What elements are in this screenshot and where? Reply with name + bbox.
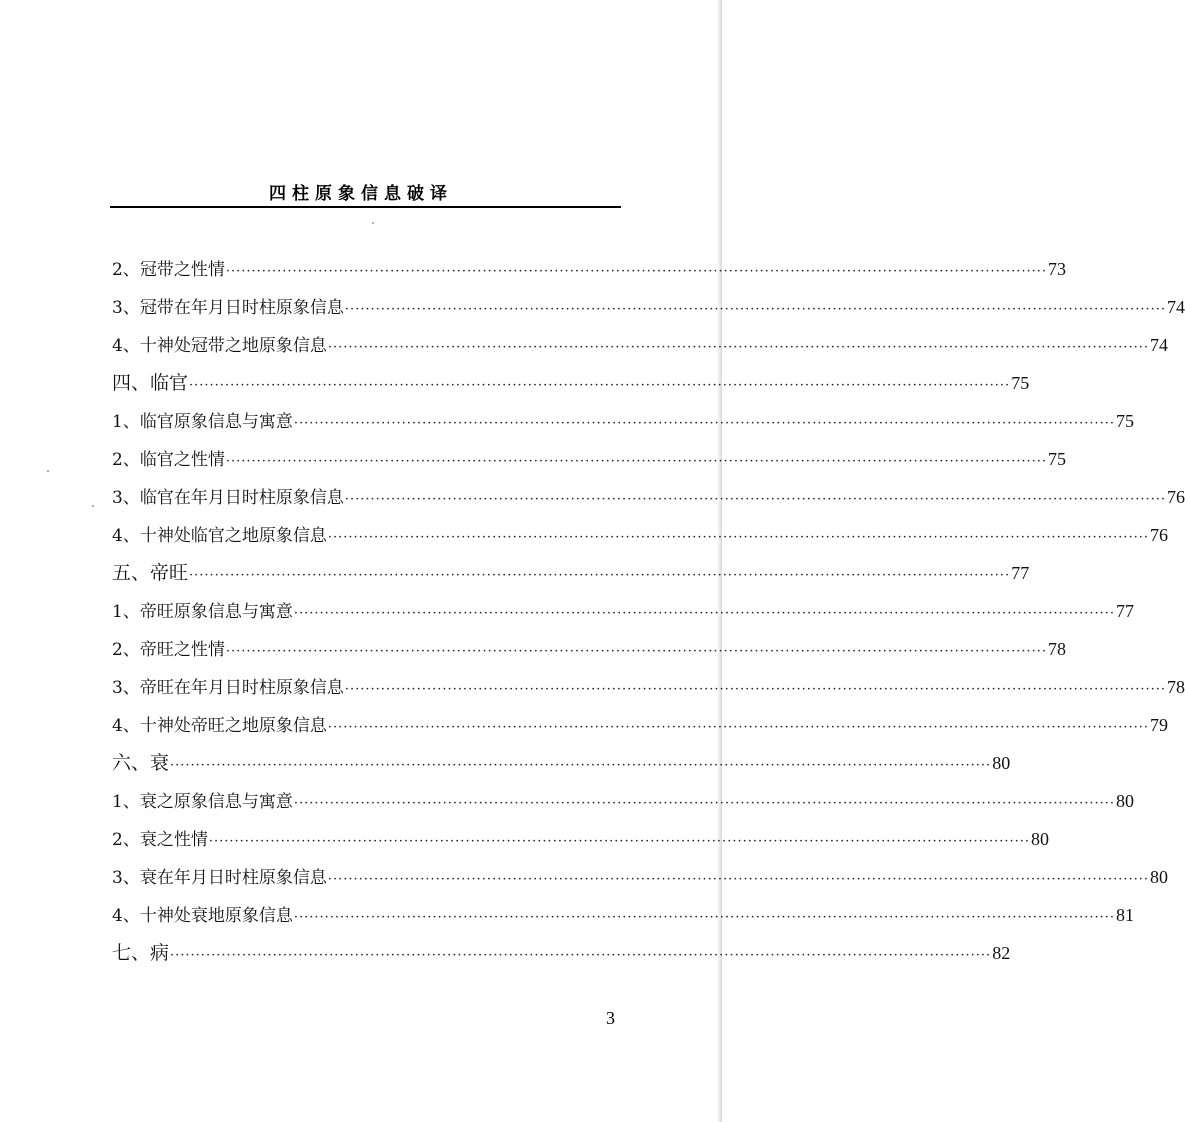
toc-entry-page: 76 — [1167, 487, 1185, 507]
toc-entry-label: 2、临官之性情 — [112, 450, 225, 470]
toc-entry-label: 4、十神处冠带之地原象信息 — [112, 336, 327, 356]
header-rule — [110, 206, 621, 208]
toc-dot-leader: ································································································································································ — [327, 340, 1149, 355]
toc-entry-label: 四、临官 — [112, 372, 189, 394]
page-number: 3 — [606, 1008, 615, 1028]
toc-entry-label: 2、衰之性情 — [112, 830, 208, 850]
toc-entry — [112, 706, 1168, 744]
toc-entry-label: 4、十神处衰地原象信息 — [112, 906, 293, 926]
toc-entry-label: 七、病 — [112, 942, 170, 964]
toc-dot-leader: ································································································································································ — [293, 910, 1115, 925]
toc-entry — [112, 858, 1168, 896]
toc-dot-leader: ································································································································································ — [293, 796, 1115, 811]
toc-dot-leader: ································································································································································ — [170, 758, 992, 773]
toc-entry — [112, 516, 1168, 554]
toc-entry-page: 77 — [1116, 601, 1134, 621]
toc-entry-label: 3、临官在年月日时柱原象信息 — [112, 488, 344, 508]
toc-entry — [112, 288, 1185, 326]
toc-entry-label: 3、帝旺在年月日时柱原象信息 — [112, 678, 344, 698]
toc-entry — [112, 896, 1134, 934]
toc-dot-leader: ································································································································································ — [327, 872, 1149, 887]
scan-speck — [372, 222, 374, 224]
toc-entry-label: 六、衰 — [112, 752, 170, 774]
toc-entry — [112, 326, 1168, 364]
toc-entry-label: 4、十神处帝旺之地原象信息 — [112, 716, 327, 736]
toc-entry-label: 2、帝旺之性情 — [112, 640, 225, 660]
toc-entry-label: 1、临官原象信息与寓意 — [112, 412, 293, 432]
toc-dot-leader: ································································································································································ — [225, 644, 1047, 659]
toc-entry — [112, 402, 1134, 440]
toc-entry-page: 77 — [1011, 563, 1030, 583]
toc-entry-label: 五、帝旺 — [112, 562, 189, 584]
toc-entry-page: 80 — [1116, 791, 1134, 811]
toc-chapter-entry — [112, 364, 1030, 402]
toc-chapter-entry — [112, 744, 1011, 782]
toc-entry-page: 74 — [1150, 335, 1168, 355]
toc-entry — [112, 782, 1134, 820]
toc-entry-page: 75 — [1048, 449, 1066, 469]
toc-entry-label: 1、衰之原象信息与寓意 — [112, 792, 293, 812]
toc-entry — [112, 820, 1049, 858]
toc-entry-label: 2、冠带之性情 — [112, 260, 225, 280]
toc-entry-label: 3、冠带在年月日时柱原象信息 — [112, 298, 344, 318]
toc-dot-leader: ································································································································································ — [293, 416, 1115, 431]
toc-dot-leader: ································································································································································ — [344, 302, 1166, 317]
toc-entry-page: 74 — [1167, 297, 1185, 317]
toc-entry — [112, 592, 1134, 630]
toc-entry-page: 80 — [992, 753, 1011, 773]
toc-dot-leader: ································································································································································ — [344, 492, 1166, 507]
toc-entry — [112, 440, 1066, 478]
toc-entry — [112, 250, 1066, 288]
toc-dot-leader: ································································································································································ — [327, 720, 1149, 735]
toc-dot-leader: ································································································································································ — [225, 454, 1047, 469]
toc-entry-label: 1、帝旺原象信息与寓意 — [112, 602, 293, 622]
table-of-contents — [112, 250, 1185, 972]
scan-speck — [92, 505, 94, 507]
toc-entry-label: 3、衰在年月日时柱原象信息 — [112, 868, 327, 888]
toc-dot-leader: ································································································································································ — [225, 264, 1047, 279]
toc-entry — [112, 478, 1185, 516]
scan-speck — [47, 470, 49, 472]
toc-entry-page: 80 — [1031, 829, 1049, 849]
toc-entry-page: 80 — [1150, 867, 1168, 887]
toc-entry-page: 78 — [1048, 639, 1066, 659]
toc-entry-page: 75 — [1116, 411, 1134, 431]
toc-entry-label: 4、十神处临官之地原象信息 — [112, 526, 327, 546]
toc-entry-page: 76 — [1150, 525, 1168, 545]
toc-entry-page: 79 — [1150, 715, 1168, 735]
toc-dot-leader: ································································································································································ — [189, 568, 1011, 583]
toc-chapter-entry — [112, 934, 1011, 972]
toc-entry-page: 75 — [1011, 373, 1030, 393]
toc-dot-leader: ································································································································································ — [293, 606, 1115, 621]
toc-chapter-entry — [112, 554, 1030, 592]
toc-entry-page: 81 — [1116, 905, 1134, 925]
toc-entry — [112, 630, 1066, 668]
toc-dot-leader: ································································································································································ — [344, 682, 1166, 697]
toc-dot-leader: ································································································································································ — [208, 834, 1030, 849]
toc-dot-leader: ································································································································································ — [327, 530, 1149, 545]
toc-dot-leader: ································································································································································ — [170, 948, 992, 963]
toc-entry — [112, 668, 1185, 706]
toc-entry-page: 78 — [1167, 677, 1185, 697]
toc-entry-page: 82 — [992, 943, 1011, 963]
toc-entry-page: 73 — [1048, 259, 1066, 279]
toc-dot-leader: ································································································································································ — [189, 378, 1011, 393]
running-header-title: 四柱原象信息破译 — [269, 184, 453, 204]
